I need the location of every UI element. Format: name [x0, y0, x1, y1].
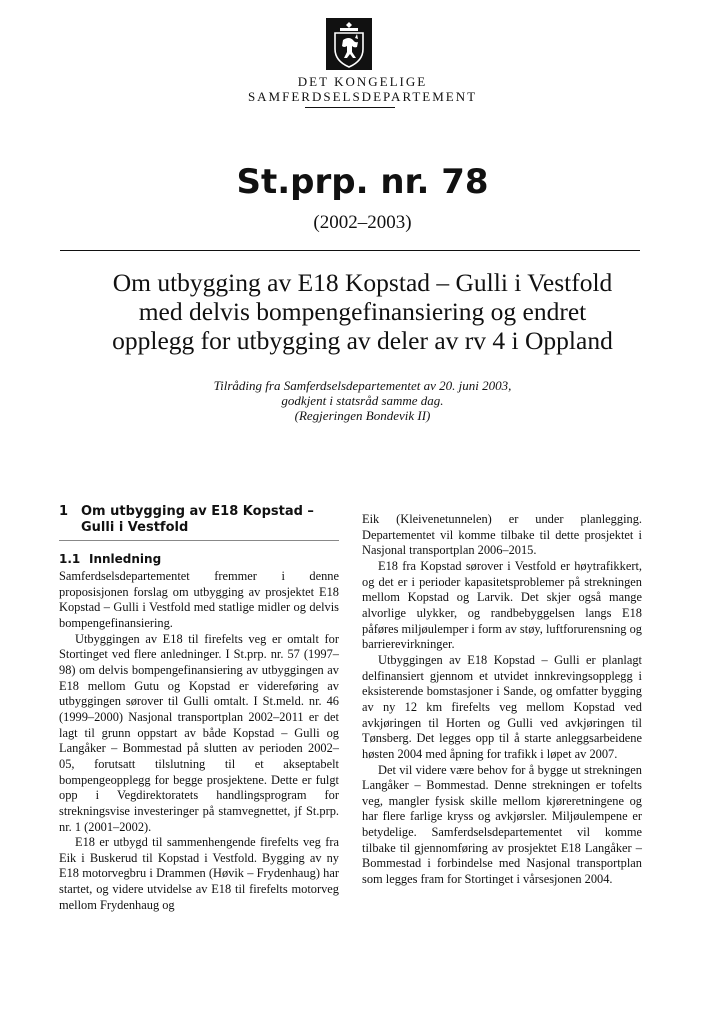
section-title-line: Om utbygging av E18 Kopstad – [81, 504, 314, 519]
subtitle-line: godkjent i statsråd samme dag. [281, 393, 444, 408]
ministry-name-line2: SAMFERDSELSDEPARTEMENT [247, 89, 478, 104]
ministry-divider [305, 107, 395, 108]
title-line: Om utbygging av E18 Kopstad – Gulli i Vestfold [112, 268, 613, 297]
subsection-heading [59, 551, 339, 567]
section-title-line: Gulli i Vestfold [81, 520, 189, 535]
section-heading [59, 504, 339, 541]
ministry-name-line1: DET KONGELIGE [297, 74, 428, 89]
document-title [40, 268, 685, 355]
text-column-right [362, 512, 642, 888]
title-line: opplegg for utbygging av deler av rv 4 i Oppland [112, 326, 613, 355]
document-number: St.prp. nr. 78 [236, 162, 489, 202]
session-years: (2002–2003) [313, 212, 412, 233]
paragraph: Samferdselsdepartementet fremmer i denne proposisjonen forslag om utbygging av prosjektet E18 Kopstad – Gulli i Vestfold med statlige midler og delvis bompengefinansiering. [59, 569, 339, 630]
paragraph: E18 fra Kopstad sørover i Vestfold er høytrafikkert, og det er i perioder kapasitetsproblemer på strekningen mellom Kopstad og Larvik. Det skjer også mange alvorlige ulykker, og randbebyggelsen langs E18 påføres miljøulemper i form av støy, luftforurensning og barrierevirkninger. [362, 558, 642, 652]
subsection-number: 1.1 [59, 552, 81, 566]
section-title [81, 504, 314, 536]
paragraph: Det vil videre være behov for å bygge ut strekningen Langåker – Bommestad. Denne strekningen er tofelts veg, mangler fysisk skille mellom kjøreretningene og har flere farlige kryss og avkjørsler. Miljøulempene er betydelige. Samferdselsdepartementet vil komme tilbake til gjennomføring av prosjektet E18 Langåker – Bommestad i forbindelse med Nasjonal transportplan som legges fram for Stortinget i vårsesjonen 2004. [362, 762, 642, 887]
paragraph: E18 er utbygd til sammenhengende firefelts veg fra Eik i Buskerud til Kopstad i Vestfold. Bygging av ny E18 motorvegbru i Drammen (Høvik – Frydenhaug) har startet, og videre utvidelse av E18 til firefelts motorveg mellom Frydenhaug og [59, 835, 339, 912]
paragraph: Eik (Kleivenetunnelen) er under planlegging. Departementet vil komme tilbake til dette prosjektet i Nasjonal transportplan 2006–2015. [362, 512, 642, 558]
subtitle-line: (Regjeringen Bondevik II) [294, 408, 431, 423]
recommendation-note [0, 378, 725, 423]
subtitle-line: Tilråding fra Samferdselsdepartementet av 20. juni 2003, [213, 378, 512, 393]
header-divider [60, 250, 640, 251]
text-column-left [59, 504, 339, 913]
subsection-title: Innledning [89, 552, 162, 566]
section-number: 1 [59, 504, 69, 519]
paragraph: Utbyggingen av E18 til firefelts veg er omtalt for Stortinget ved flere anledninger. I St.prp. nr. 57 (1997–98) om delvis bompengefinansiering av utbyggingen av E18 mellom Gutu og Kopstad er videreføring av utbyggingen sørover til Gulli omtalt. I St.meld. nr. 46 (1999–2000) Nasjonal transportplan 2002–2011 er det lagt til grunn oppstart av både Kopstad – Gulli og Langåker – Bommestad på slutten av perioden 2002–05, forutsatt tilslutning til et akseptabelt bompengeopplegg for begge prosjektene. Dette er fulgt opp i Vegdirektoratets handlingsprogram for strekningsvise investeringer på stamvegnettet, jf St.prp. nr. 1 (2001–2002). [59, 631, 339, 834]
paragraph: Utbyggingen av E18 Kopstad – Gulli er planlagt delfinansiert gjennom et utvidet innkrevingsopplegg i eksisterende bomstasjoner i Sande, og omfatter bygging av ny 12 km firefelts veg mellom Kopstad ved avkjøringen til Horten og Gulli ved avkjøringen til Tønsberg. Det legges opp til å starte anleggsarbeidene høsten 2004 med åpning for trafikk i løpet av 2007. [362, 652, 642, 761]
title-line: med delvis bompengefinansiering og endret [138, 297, 587, 326]
coat-of-arms-logo [326, 18, 372, 70]
